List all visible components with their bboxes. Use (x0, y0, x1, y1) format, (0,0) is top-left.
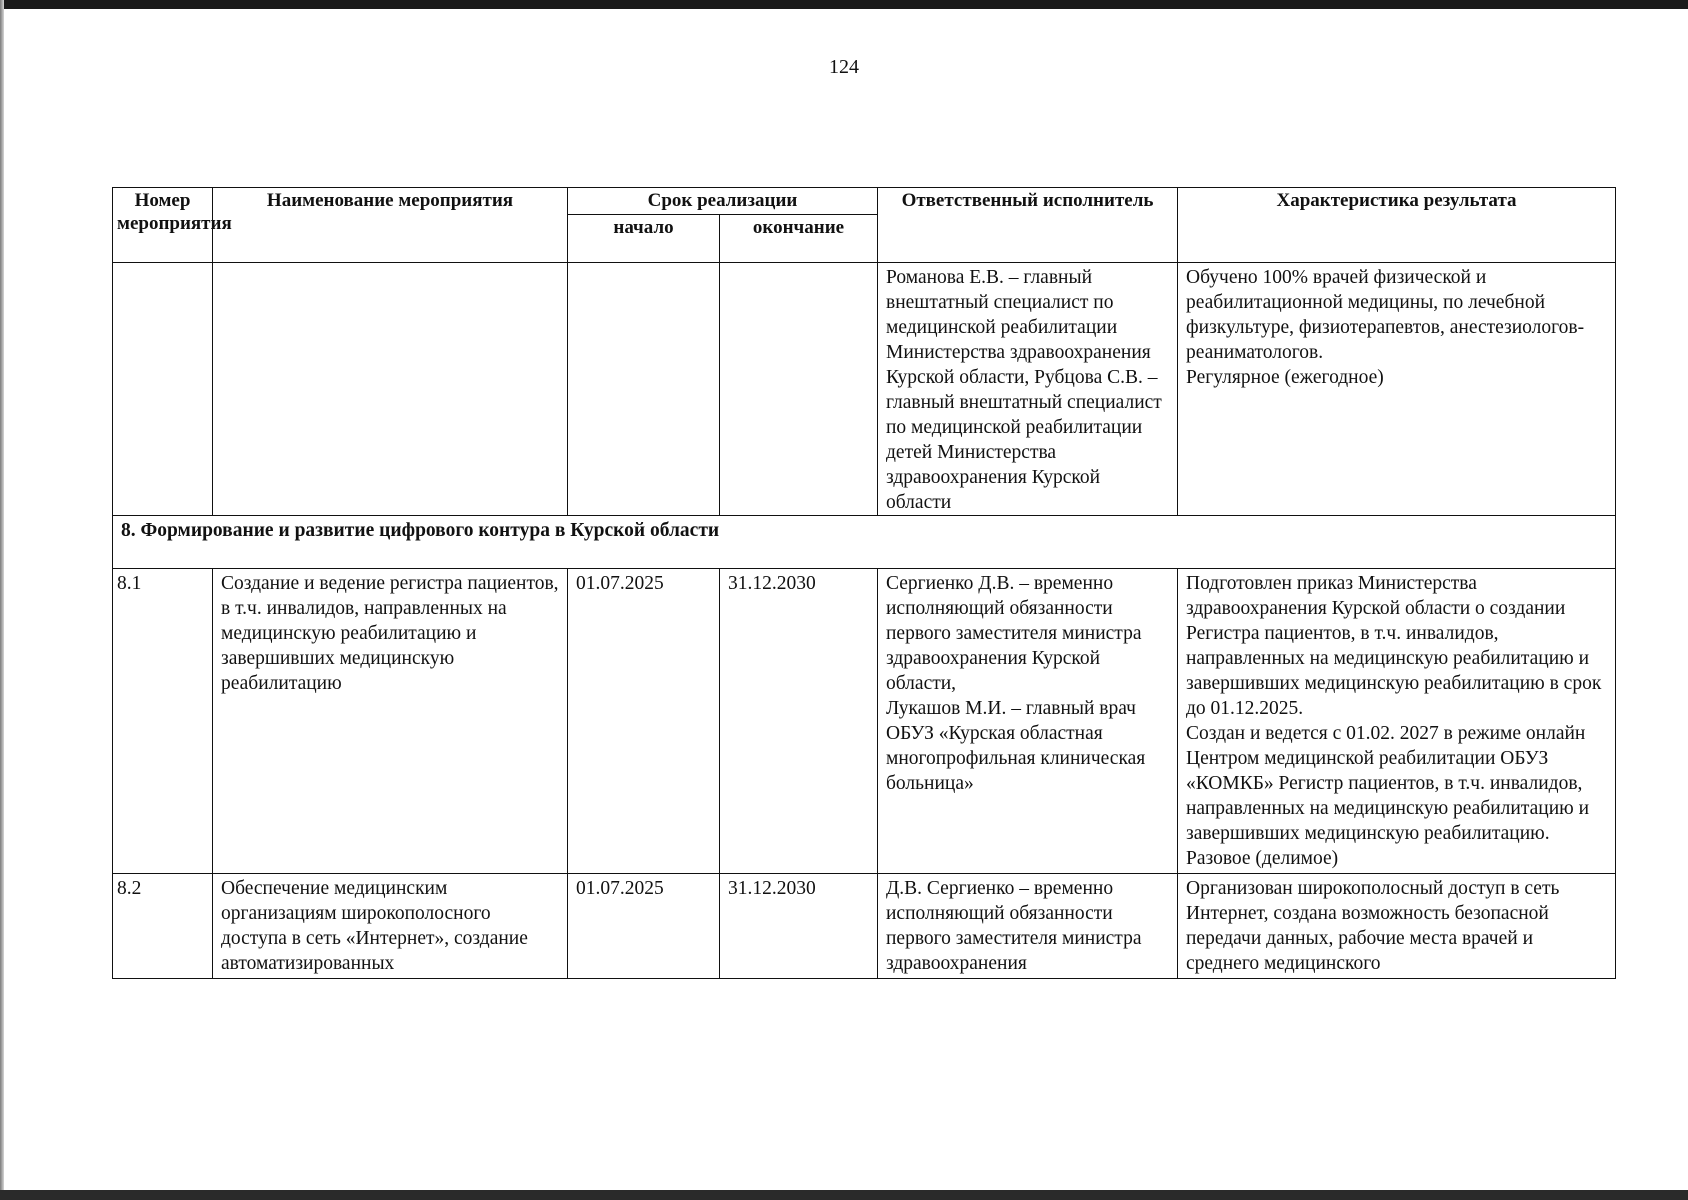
cell-responsible: Романова Е.В. – главный внештатный специалист по медицинской реабилитации Министерства здравоохранения Курской области, Рубцова С.В. – главный внештатный специалист по медицинской реабилитации детей Министерства здравоохранения Курской области (878, 263, 1178, 516)
table-row (113, 874, 1616, 979)
section-row (113, 516, 1616, 569)
section-title: 8. Формирование и развитие цифрового контура в Курской области (113, 516, 1616, 569)
header-responsible: Ответственный исполнитель (878, 188, 1178, 263)
cell-start: 01.07.2025 (568, 874, 720, 979)
cell-end: 31.12.2030 (720, 874, 878, 979)
table-row (113, 569, 1616, 874)
cell-name: Обеспечение медицинским организациям широкополосного доступа в сеть «Интернет», создание автоматизированных (213, 874, 568, 979)
scan-edge-top (0, 0, 1688, 9)
header-start: начало (568, 214, 720, 262)
cell-end: 31.12.2030 (720, 569, 878, 874)
cell-name: Создание и ведение регистра пациентов, в т.ч. инвалидов, направленных на медицинскую реабилитацию и завершивших медицинскую реабилитацию (213, 569, 568, 874)
cell-result: Обучено 100% врачей физической и реабилитационной медицины, по лечебной физкультуре, физиотерапевтов, анестезиологов-реаниматологов. Регулярное (ежегодное) (1178, 263, 1616, 516)
measures-table (112, 187, 1616, 979)
header-result: Характеристика результата (1178, 188, 1616, 263)
cell-responsible: Д.В. Сергиенко – временно исполняющий обязанности первого заместителя министра здравоохранения (878, 874, 1178, 979)
cell-number: 8.1 (113, 569, 213, 874)
header-period: Срок реализации (568, 188, 878, 215)
scan-edge-left (0, 0, 4, 1200)
header-row-top (113, 188, 1616, 215)
page-number: 124 (829, 56, 859, 78)
cell-number: 8.2 (113, 874, 213, 979)
header-number: Номер мероприятия (113, 188, 213, 263)
cell-result: Организован широкополосный доступ в сеть Интернет, создана возможность безопасной передачи данных, рабочие места врачей и среднего медицинского (1178, 874, 1616, 979)
scan-edge-bottom (0, 1190, 1688, 1200)
cell-end (720, 263, 878, 516)
cell-number (113, 263, 213, 516)
cell-name (213, 263, 568, 516)
cell-start (568, 263, 720, 516)
header-name: Наименование мероприятия (213, 188, 568, 263)
cell-responsible: Сергиенко Д.В. – временно исполняющий обязанности первого заместителя министра здравоохранения Курской области, Лукашов М.И. – главный врач ОБУЗ «Курская областная многопрофильная клиническая больница» (878, 569, 1178, 874)
cell-result: Подготовлен приказ Министерства здравоохранения Курской области о создании Регистра пациентов, в т.ч. инвалидов, направленных на медицинскую реабилитацию и завершивших медицинскую реабилитацию в срок до 01.12.2025. Создан и ведется с 01.02. 2027 в режиме онлайн Центром медицинской реабилитации ОБУЗ «КОМКБ» Регистр пациентов, в т.ч. инвалидов, направленных на медицинскую реабилитацию и завершивших медицинскую реабилитацию. Разовое (делимое) (1178, 569, 1616, 874)
cell-start: 01.07.2025 (568, 569, 720, 874)
header-end: окончание (720, 214, 878, 262)
table-row-continuation (113, 263, 1616, 516)
